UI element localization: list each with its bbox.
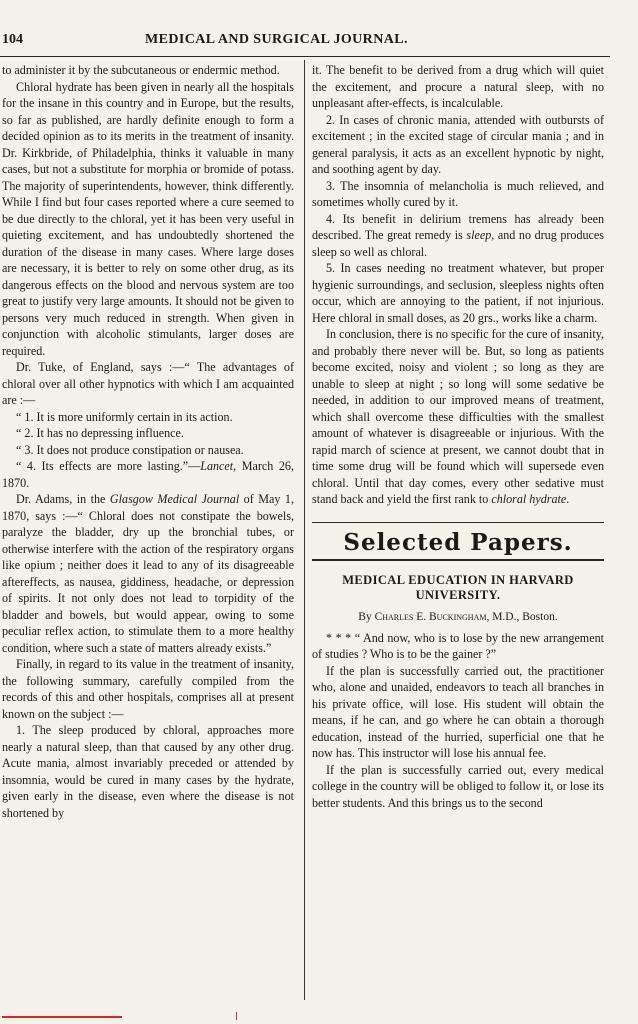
column-divider xyxy=(304,60,305,1000)
paragraph: 5. In cases needing no treatment whatever, but proper hygienic surroundings, and seclusion, sleepless nights often occur, which are annoying to the patient, if not injurious. Here chloral in small doses, as 20 grs., works like a charm. xyxy=(312,261,604,325)
byline-place: , Boston. xyxy=(516,611,558,623)
paragraph: * * * “ And now, who is to lose by the new arrangement of studies ? Who is to be the gainer ?” xyxy=(312,630,604,661)
byline xyxy=(312,609,604,626)
paragraph: Chloral hydrate has been given in nearly all the hospitals for the insane in this country and in Europe, but the results, so far as published, are hardly definite enough to form a decided opinion as to its merits in the treatment of insanity. Dr. Kirkbride, of Philadelphia, thinks it valuable in many cases, but not a substitute for morphia or bromide of potass. The majority of superintendents, however, think differently. While I find but four cases reported where a cure seemed to be due directly to the chloral, yet it has been very useful in quieting excitement, and has undoubtedly shortened the duration of the disease in many cases. Where large doses are necessary, it is better to rely on some other drug, as its dangerous effects on the blood and nervous system are too great to justify very large amounts. It should not be given to persons very much reduced in strength. When given in conjunction with alcoholic stimulants, larger doses are required. xyxy=(2,79,294,358)
paragraph: Finally, in regard to its value in the treatment of insanity, the following summary, carefully compiled from the records of this and other hospitals, comprises all at present known on the subject :— xyxy=(2,657,294,721)
citation-source: Lancet xyxy=(200,459,234,473)
paragraph: If the plan is successfully carried out, every medical college in the country will be obliged to follow it, or lose its better students. And this brings us to the second xyxy=(312,762,604,810)
page-footer-marks xyxy=(0,1006,638,1024)
quote-text: “ 4. Its effects are more lasting.”— xyxy=(16,459,201,473)
quote-item: “ 3. It does not produce constipation or nausea. xyxy=(16,442,244,457)
text-run: , and no drug produces sleep so well as chloral. xyxy=(312,228,605,259)
left-column xyxy=(2,62,294,821)
quote-item: “ 2. It has no depressing influence. xyxy=(16,426,184,440)
text-run: of May 1, 1870, says :—“ Chloral does not constipate the bowels, paralyze the bladder, dry up the bronchial tubes, or otherwise interfere with the action of the respiratory organs like opium ; neither does it lead to any of its disagreeable aftereffects, as nausea, giddiness, headache, or depression of spirits. It not only does not lead to torpidity of the bladder and bowels, but would appear, owing to some peculiar reflex action, to stimulate them to a more healthy condition, where such a state of matters already exists.” xyxy=(2,492,294,655)
citation-source: Glasgow Medical Journal xyxy=(109,492,240,506)
paragraph: to administer it by the subcutaneous or endermic method. xyxy=(2,63,280,77)
article-title: MEDICAL EDUCATION IN HARVARD UNIVERSITY. xyxy=(342,573,574,602)
paragraph: 2. In cases of chronic mania, attended with outbursts of excitement ; in the excited stage of circular mania ; and in general paralysis, it acts as an excellent hypnotic by night, and soothing agent by day. xyxy=(312,112,604,176)
header-rule xyxy=(0,56,610,57)
emphasis: chloral hydrate xyxy=(491,492,567,506)
journal-title: MEDICAL AND SURGICAL JOURNAL. xyxy=(145,32,408,47)
paragraph: Dr. Tuke, of England, says :—“ The advantages of chloral over all other hypnotics with which I am acquainted are :— xyxy=(2,360,294,407)
emphasis: sleep xyxy=(466,228,492,242)
paragraph: If the plan is successfully carried out, the practitioner who, alone and unaided, endeavors to teach all branches in his private office, will lose. His student will obtain the means, if he can, and go where he can obtain a thorough education, instead of the hurried, superficial one that he now has. This instructor will lose his annual fee. xyxy=(312,663,604,760)
section-heading: Selected Papers. xyxy=(343,528,573,556)
byline-by: By xyxy=(358,611,372,623)
text-run: Dr. Adams, in the xyxy=(16,492,110,506)
text-run: 4. Its benefit in delirium tremens has already been described. The great remedy is xyxy=(312,211,604,242)
red-annotation-mark xyxy=(2,1016,122,1018)
paragraph xyxy=(312,326,604,508)
quote-item: “ 1. It is more uniformly certain in its action. xyxy=(16,409,233,424)
text-run: . xyxy=(566,492,570,506)
right-column xyxy=(312,62,604,811)
page-header xyxy=(0,30,638,52)
red-annotation-tick xyxy=(236,1012,237,1020)
paragraph xyxy=(312,211,604,261)
byline-author: Charles E. Buckingham, M.D. xyxy=(374,611,517,623)
section-rule-top xyxy=(312,522,604,523)
citation-date: , March 26, 1870. xyxy=(2,459,294,490)
text-run: In conclusion, there is no specific for the cure of insanity, and probably there never will be. But, so long as patients become excited, noisy and violent ; so long as they are unable to sleep at night ; so long will some sedative be needed, in addition to our improved means of treatment, which shall overcome these difficulties with the smallest amount of whatever is disagreeable or injurious. With the rapid march of science at present, we cannot doubt that in time some drug will be found which will supersede even chloral. Until that day comes, every other sedative must stand back and yield the first rank to xyxy=(312,327,604,506)
quote-item xyxy=(2,458,294,491)
paragraph: 1. The sleep produced by chloral, approaches more nearly a natural sleep, than that caused by any other drug. Acute mania, almost invariably preceded or attended by insomnia, would be cured in many cases by the hydrate, given early in the disease, even where the disease is not shortened by xyxy=(2,723,294,820)
page-number: 104 xyxy=(2,32,23,47)
paragraph xyxy=(2,491,294,656)
paragraph: it. The benefit to be derived from a drug which will quiet the excitement, and procure a natural sleep, with no unpleasant after-effects, is incalculable. xyxy=(312,63,604,110)
paragraph: 3. The insomnia of melancholia is much relieved, and sometimes wholly cured by it. xyxy=(312,178,604,209)
section-rule-bottom xyxy=(312,559,604,561)
